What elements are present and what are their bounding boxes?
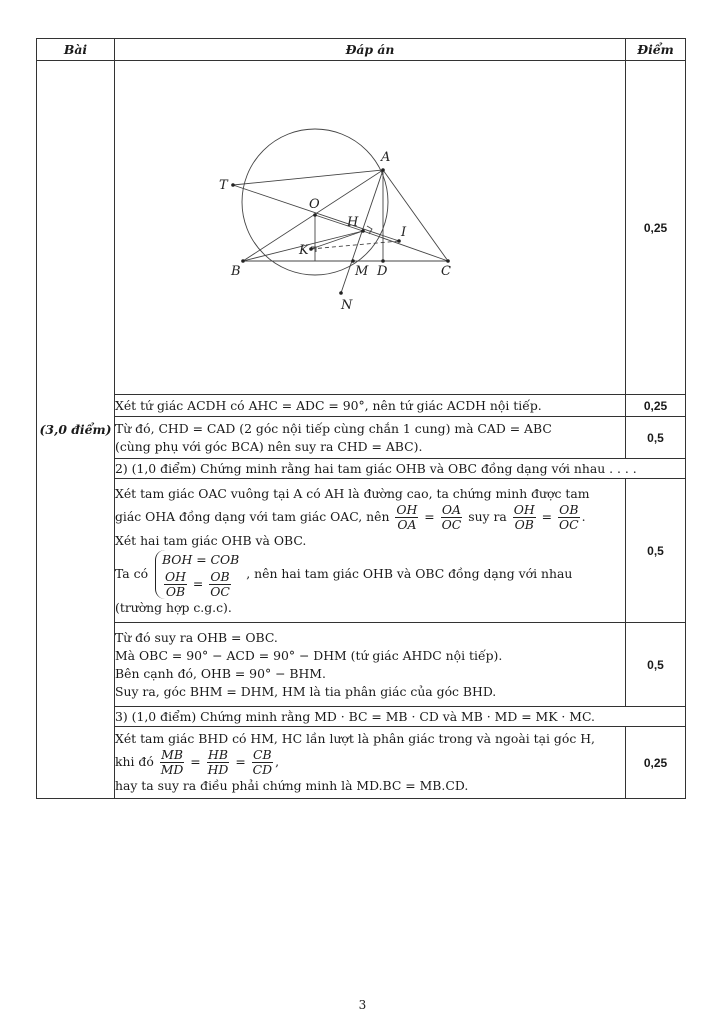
label-b: B [231, 264, 241, 279]
row-4-line-2: Mà OBC = 90° − ACD = 90° − DHM (tứ giác AHDC nội tiếp). [115, 647, 503, 663]
answer-table [36, 38, 686, 799]
row-2-line-2: (cùng phụ với góc BCA) nên suy ra CHD = ABC). [115, 438, 423, 454]
fraction-cb-cd: $\frac{CB}{CD}$ [252, 747, 273, 777]
label-t: T [219, 178, 228, 193]
score-row-3: 0,5 [626, 479, 686, 623]
row-3-text [115, 479, 626, 623]
row-3-line-2: giác OHA đồng dạng với tam giác OAC, nên $\frac{OH}{OA}$ = $\frac{OA}{OC}$ suy ra $\frac{OH}{OB}$ = $\frac{OB}{OC}$ . [115, 501, 586, 532]
row-1 [37, 395, 686, 417]
score-row-5: 0,25 [626, 727, 686, 799]
section-label: (3,0 điểm) [37, 61, 115, 799]
header-dapan: Đáp án [115, 39, 626, 61]
row-3-line-1: Xét tam giác OAC vuông tại A có AH là đường cao, ta chứng minh được tam [115, 485, 590, 501]
fraction-hb-hd: $\frac{HB}{HD}$ [207, 747, 229, 777]
row-5 [37, 727, 686, 799]
row-4 [37, 623, 686, 707]
part-2-header [37, 459, 686, 479]
row-3-line-3: Xét hai tam giác OHB và OBC. [115, 532, 307, 548]
fraction-ob-oc: $\frac{OB}{OC}$ [558, 501, 579, 532]
label-m: M [355, 264, 369, 279]
fraction-oh-oa: $\frac{OH}{OA}$ [396, 501, 418, 532]
label-n: N [341, 298, 353, 313]
label-k: K [299, 243, 309, 258]
row-5-text [115, 727, 626, 799]
segment-ta [233, 170, 383, 185]
row-3-line-4: Ta có BOH = COB $\frac{OH}{OB}$ = $\frac{OB}{OC}$ , nên hai tam giác OHB và OBC đồng dạng với nhau [115, 551, 573, 599]
segment-to [233, 185, 399, 241]
row-5-line-3: hay ta suy ra điều phải chứng minh là MD.BC = MB.CD. [115, 778, 469, 793]
label-i: I [401, 225, 407, 240]
figure-row [37, 61, 686, 395]
part-3-title: 3) (1,0 điểm) Chứng minh rằng MD · BC = MB · CD và MB · MD = MK · MC. [115, 707, 686, 727]
row-3 [37, 479, 686, 623]
row-3-line-4-text: , nên hai tam giác OHB và OBC đồng dạng với nhau [246, 565, 573, 581]
geometry-figure [115, 61, 625, 391]
page-number: 3 [358, 998, 367, 1012]
score-row-4: 0,5 [626, 623, 686, 707]
label-c: C [441, 264, 451, 279]
row-3-line-5: (trường hợp c.g.c). [115, 599, 232, 615]
row-5-line-1: Xét tam giác BHD có HM, HC lần lượt là phân giác trong và ngoài tại góc H, [115, 731, 595, 746]
score-row-1: 0,25 [626, 395, 686, 417]
part-3-header [37, 707, 686, 727]
row-4-line-3: Bên cạnh đó, OHB = 90° − BHM. [115, 665, 326, 681]
score-figure: 0,25 [626, 61, 686, 395]
header-diem: Điểm [626, 39, 686, 61]
label-o: O [309, 197, 320, 212]
segment-kh [311, 231, 363, 249]
row-5-line-2-text: khi đó [115, 754, 154, 769]
part-2-title: 2) (1,0 điểm) Chứng minh rằng hai tam giác OHB và OBC đồng dạng với nhau . . . . [115, 459, 686, 479]
figure-cell [115, 61, 626, 395]
row-4-text [115, 623, 626, 707]
row-2-line-1: Từ đó, CHD = CAD (2 góc nội tiếp cùng chắn 1 cung) mà CAD = ABC [115, 420, 552, 436]
row-2-text [115, 417, 626, 459]
segment-ki-dashed [311, 241, 399, 249]
fraction-oa-oc: $\frac{OA}{OC}$ [441, 501, 462, 532]
row-1-text: Xét tứ giác ACDH có AHC = ADC = 90°, nên tứ giác ACDH nội tiếp. [115, 395, 626, 417]
row-3-line-2-text: giác OHA đồng dạng với tam giác OAC, nên [115, 508, 390, 524]
fraction-oh-ob: $\frac{OH}{OB}$ [513, 501, 535, 532]
table-header-row [37, 39, 686, 61]
row-5-line-2: khi đó $\frac{MB}{MD}$ = $\frac{HB}{HD}$ = $\frac{CB}{CD}$ , [115, 747, 280, 777]
row-2 [37, 417, 686, 459]
fraction-mb-md: $\frac{MB}{MD}$ [160, 747, 184, 777]
label-a: A [381, 150, 391, 165]
row-4-line-1: Từ đó suy ra OHB = OBC. [115, 629, 278, 645]
header-bai: Bài [37, 39, 115, 61]
label-d: D [377, 264, 388, 279]
segment-ac [383, 170, 448, 261]
score-row-2: 0,5 [626, 417, 686, 459]
system-brace: BOH = COB $\frac{OH}{OB}$ = $\frac{OB}{OC}$ [155, 550, 243, 599]
row-4-line-4: Suy ra, góc BHM = DHM, HM là tia phân giác của góc BHD. [115, 683, 497, 699]
label-h: H [347, 215, 359, 230]
